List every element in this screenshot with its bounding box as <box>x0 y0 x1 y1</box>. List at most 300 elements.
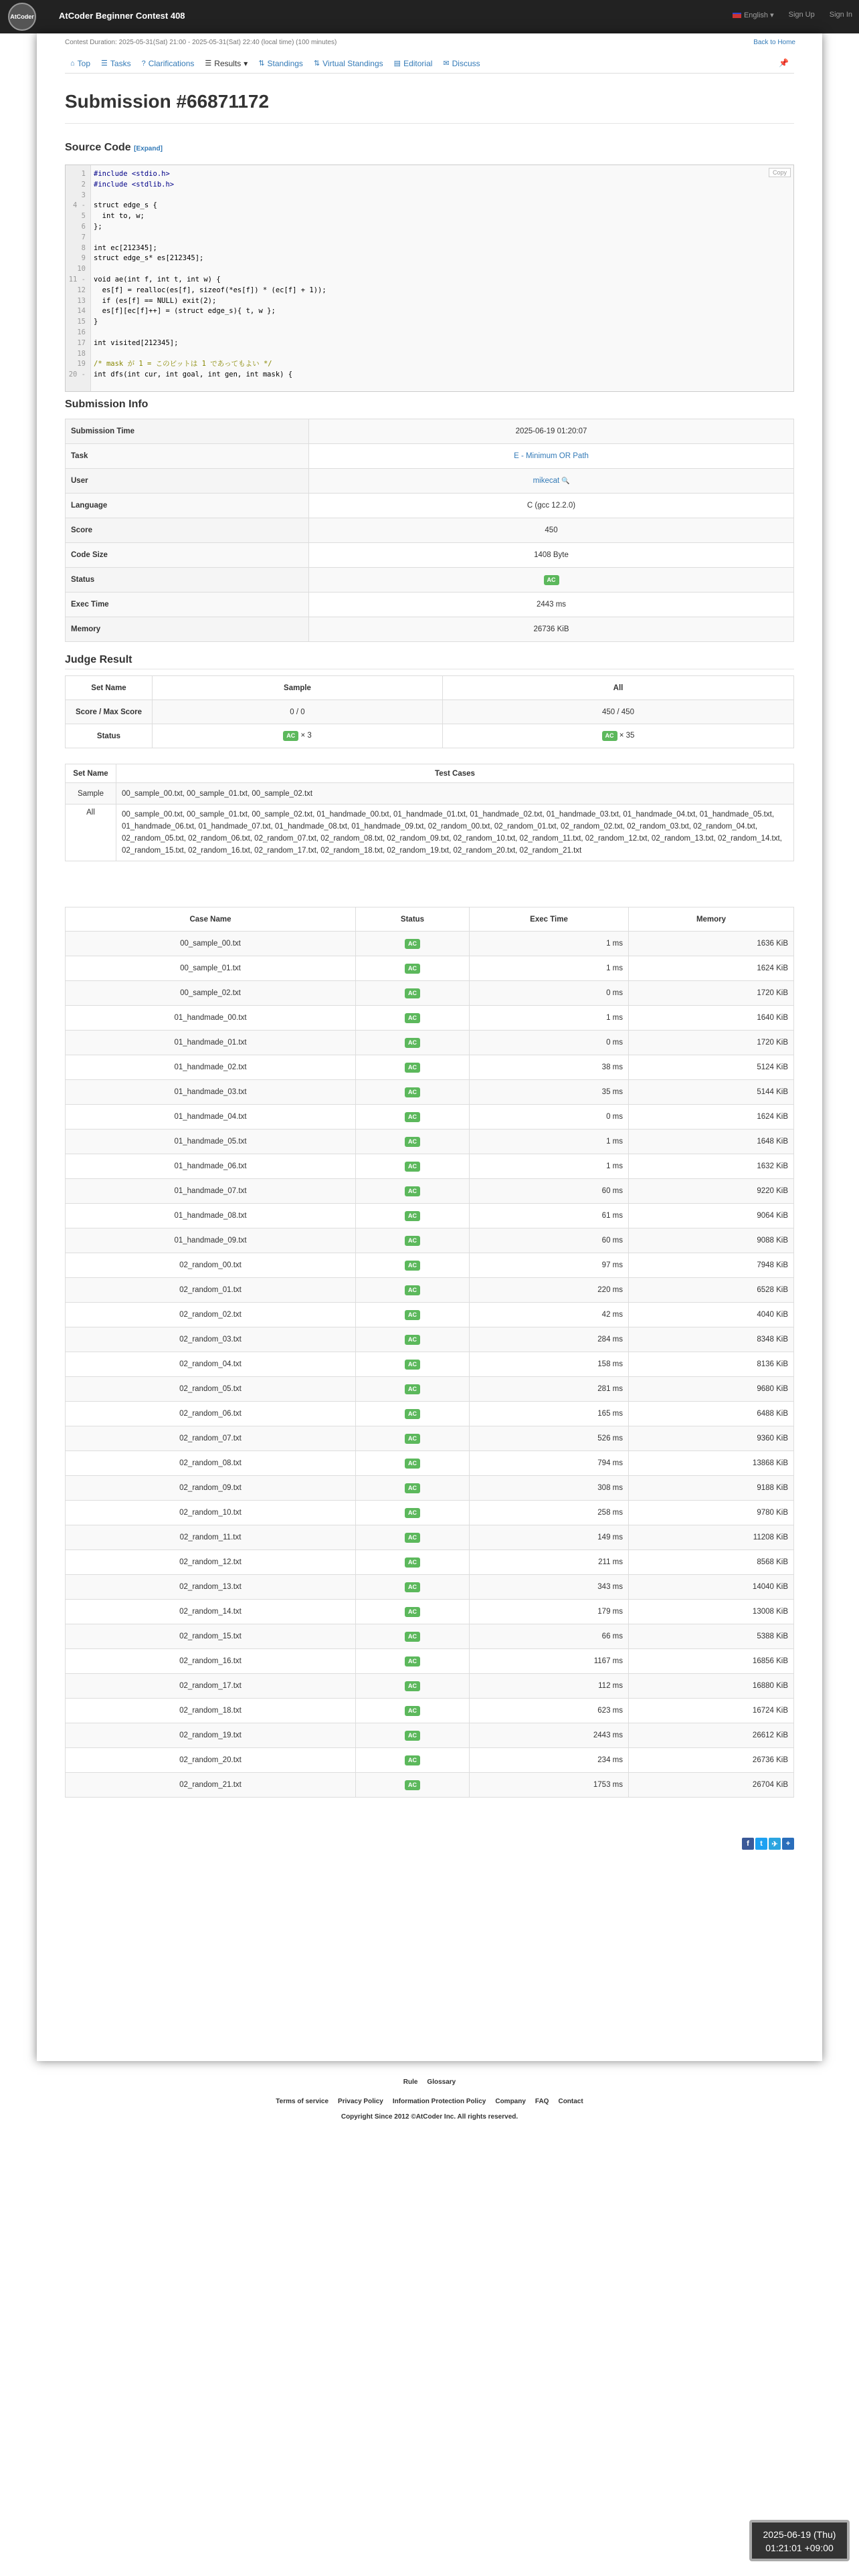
case-memory: 9780 KiB <box>629 1501 794 1525</box>
tab-label: Tasks <box>110 58 131 68</box>
code-text: int to, w; <box>94 212 145 221</box>
case-status <box>356 1624 470 1649</box>
atcoder-logo-icon[interactable] <box>8 3 36 31</box>
info-row <box>66 518 794 543</box>
ac-badge: AC <box>405 1186 420 1196</box>
footer-link-info-protection[interactable]: Information Protection Policy <box>392 2098 486 2105</box>
line-number: 20 - <box>68 370 86 379</box>
ac-badge: AC <box>405 1409 420 1419</box>
pin-icon[interactable]: 📌 <box>779 58 789 68</box>
case-status <box>356 1080 470 1105</box>
ac-badge: AC <box>405 1013 420 1023</box>
sign-in-link[interactable]: Sign In <box>829 11 852 19</box>
footer-links-primary <box>0 2078 859 2086</box>
book-icon: ▤ <box>393 60 401 68</box>
case-name: 02_random_11.txt <box>66 1525 356 1550</box>
case-memory: 1624 KiB <box>629 956 794 981</box>
table-row <box>66 1130 794 1154</box>
case-exec-time: 0 ms <box>470 981 629 1006</box>
language-label: English <box>743 11 769 19</box>
code-text: int dfs(int cur, int goal, int gen, int mask) { <box>94 370 293 379</box>
case-memory: 9680 KiB <box>629 1377 794 1402</box>
table-row <box>66 1327 794 1352</box>
set-name: Sample <box>66 783 116 804</box>
info-value <box>309 419 794 444</box>
info-value <box>309 568 794 593</box>
info-value-text: 26736 KiB <box>533 625 569 633</box>
flag-icon <box>733 13 741 18</box>
ac-badge: AC <box>405 1656 420 1667</box>
case-name: 01_handmade_02.txt <box>66 1055 356 1080</box>
case-name: 02_random_00.txt <box>66 1253 356 1278</box>
case-memory: 16880 KiB <box>629 1674 794 1699</box>
ac-badge: AC <box>544 575 559 585</box>
sample-count: × 3 <box>300 732 312 740</box>
sample-status <box>153 724 443 748</box>
case-status <box>356 981 470 1006</box>
line-number: 4 - <box>73 201 86 210</box>
ac-badge: AC <box>405 1360 420 1370</box>
table-row <box>66 1006 794 1031</box>
case-name: 01_handmade_01.txt <box>66 1031 356 1055</box>
facebook-icon[interactable]: f <box>742 1838 754 1850</box>
footer-link-terms[interactable]: Terms of service <box>276 2098 329 2105</box>
case-name: 02_random_20.txt <box>66 1748 356 1773</box>
case-name: 02_random_01.txt <box>66 1278 356 1303</box>
ac-badge: AC <box>405 1162 420 1172</box>
info-row <box>66 419 794 444</box>
line-number: 11 - <box>68 276 86 284</box>
list-icon: ☰ <box>101 60 108 68</box>
clock-time: 01:21:01 +09:00 <box>765 2543 834 2553</box>
tab-results[interactable] <box>199 53 253 74</box>
case-status <box>356 1600 470 1624</box>
case-name: 01_handmade_07.txt <box>66 1179 356 1204</box>
tab-virtual-standings[interactable] <box>308 53 389 74</box>
case-exec-time: 60 ms <box>470 1179 629 1204</box>
submission-info-table <box>65 419 794 642</box>
case-name: 02_random_10.txt <box>66 1501 356 1525</box>
ac-badge: AC <box>405 1112 420 1122</box>
case-memory: 26736 KiB <box>629 1748 794 1773</box>
case-exec-time: 281 ms <box>470 1377 629 1402</box>
tab-label: Results <box>214 58 242 68</box>
case-status <box>356 1649 470 1674</box>
telegram-icon[interactable]: ✈ <box>769 1838 781 1850</box>
ac-badge: AC <box>405 1558 420 1568</box>
user-link[interactable]: mikecat <box>533 477 560 485</box>
case-status <box>356 1501 470 1525</box>
navbar-actions <box>733 11 852 19</box>
info-value-text: 450 <box>545 526 558 534</box>
case-status <box>356 1179 470 1204</box>
case-memory: 5388 KiB <box>629 1624 794 1649</box>
all-count: × 35 <box>619 732 635 740</box>
tab-standings[interactable] <box>253 53 308 74</box>
case-exec-time: 343 ms <box>470 1575 629 1600</box>
case-exec-time: 97 ms <box>470 1253 629 1278</box>
table-row <box>66 956 794 981</box>
case-memory: 7948 KiB <box>629 1253 794 1278</box>
case-memory: 9360 KiB <box>629 1426 794 1451</box>
ac-badge: AC <box>405 1681 420 1691</box>
copy-button[interactable]: Copy <box>769 168 791 177</box>
case-name: 02_random_05.txt <box>66 1377 356 1402</box>
table-row <box>66 1550 794 1575</box>
case-name: 02_random_13.txt <box>66 1575 356 1600</box>
expand-link[interactable]: [Expand] <box>134 145 163 152</box>
case-status <box>356 1130 470 1154</box>
info-row <box>66 593 794 617</box>
case-exec-time: 0 ms <box>470 1031 629 1055</box>
case-name: 02_random_16.txt <box>66 1649 356 1674</box>
ac-badge: AC <box>405 939 420 949</box>
question-icon: ? <box>141 59 146 68</box>
case-exec-time: 794 ms <box>470 1451 629 1476</box>
table-row <box>66 1080 794 1105</box>
share-more-icon[interactable]: + <box>782 1838 794 1850</box>
col-case-name: Case Name <box>66 907 356 932</box>
col-test-cases: Test Cases <box>116 764 794 783</box>
case-exec-time: 66 ms <box>470 1624 629 1649</box>
col-exec-time: Exec Time <box>470 907 629 932</box>
case-status <box>356 1525 470 1550</box>
case-status <box>356 1550 470 1575</box>
case-status <box>356 1451 470 1476</box>
case-exec-time: 308 ms <box>470 1476 629 1501</box>
footer-link-rule[interactable]: Rule <box>403 2078 418 2086</box>
case-name: 02_random_09.txt <box>66 1476 356 1501</box>
table-row <box>66 1501 794 1525</box>
col-set-name: Set Name <box>66 676 153 700</box>
info-row <box>66 469 794 494</box>
info-value-text: 1408 Byte <box>534 551 569 559</box>
case-memory: 8136 KiB <box>629 1352 794 1377</box>
info-value-text: C (gcc 12.2.0) <box>527 502 576 510</box>
caret-down-icon: ▾ <box>770 11 774 19</box>
main-container <box>37 33 822 2061</box>
ac-badge: AC <box>405 1261 420 1271</box>
case-exec-time: 1 ms <box>470 932 629 956</box>
case-name: 01_handmade_09.txt <box>66 1228 356 1253</box>
info-value <box>309 617 794 642</box>
language-dropdown[interactable] <box>733 11 774 19</box>
ac-badge: AC <box>405 1706 420 1716</box>
contest-nav-tabs <box>65 53 794 74</box>
sample-score: 0 / 0 <box>153 700 443 724</box>
info-row <box>66 568 794 593</box>
clock-date: 2025-06-19 (Thu) <box>763 2529 836 2540</box>
line-number: 6 <box>81 223 86 231</box>
line-number: 7 <box>81 233 86 241</box>
sign-up-link[interactable]: Sign Up <box>788 11 815 19</box>
line-number: 1 <box>81 170 86 178</box>
table-row <box>66 1377 794 1402</box>
code-text: #include <stdlib.h> <box>94 180 175 189</box>
case-status <box>356 1204 470 1228</box>
contest-title[interactable]: AtCoder Beginner Contest 408 <box>59 11 185 21</box>
comment-icon: ✉ <box>443 60 450 68</box>
table-row <box>66 1624 794 1649</box>
code-text: #include <stdio.h> <box>94 170 170 178</box>
line-number: 16 <box>77 328 86 336</box>
case-name: 00_sample_01.txt <box>66 956 356 981</box>
line-number: 14 <box>77 307 86 316</box>
footer-link-faq[interactable]: FAQ <box>535 2098 549 2105</box>
case-exec-time: 1 ms <box>470 956 629 981</box>
case-exec-time: 1167 ms <box>470 1649 629 1674</box>
case-memory: 1648 KiB <box>629 1130 794 1154</box>
back-to-home-link[interactable]: Back to Home <box>753 39 795 46</box>
submission-info-heading: Submission Info <box>65 399 149 410</box>
case-exec-time: 284 ms <box>470 1327 629 1352</box>
case-name: 02_random_14.txt <box>66 1600 356 1624</box>
case-exec-time: 1 ms <box>470 1154 629 1179</box>
case-exec-time: 220 ms <box>470 1278 629 1303</box>
fixed-clock <box>749 2520 850 2561</box>
ac-badge: AC <box>405 1384 420 1394</box>
case-memory: 9188 KiB <box>629 1476 794 1501</box>
case-memory: 16856 KiB <box>629 1649 794 1674</box>
ac-badge: AC <box>405 1137 420 1147</box>
line-number: 17 <box>77 338 86 347</box>
tab-label: Standings <box>267 58 303 68</box>
set-name: All <box>66 804 116 861</box>
case-memory: 14040 KiB <box>629 1575 794 1600</box>
tab-editorial[interactable] <box>389 53 438 74</box>
table-row <box>66 1179 794 1204</box>
ac-badge: AC <box>405 1755 420 1765</box>
case-status <box>356 1303 470 1327</box>
case-exec-time: 158 ms <box>470 1352 629 1377</box>
table-row <box>66 1154 794 1179</box>
case-name: 01_handmade_06.txt <box>66 1154 356 1179</box>
tab-clarifications[interactable] <box>136 53 200 74</box>
info-value <box>309 593 794 617</box>
case-memory: 1720 KiB <box>629 1031 794 1055</box>
case-name: 00_sample_02.txt <box>66 981 356 1006</box>
set-cases: 00_sample_00.txt, 00_sample_01.txt, 00_sample_02.txt <box>116 783 794 804</box>
table-row <box>66 1253 794 1278</box>
case-exec-time: 1753 ms <box>470 1773 629 1798</box>
ac-badge: AC <box>405 1335 420 1345</box>
all-score: 450 / 450 <box>443 700 794 724</box>
table-row <box>66 1575 794 1600</box>
info-label: Status <box>66 568 309 593</box>
copyright: Copyright Since 2012 ©AtCoder Inc. All rights reserved. <box>341 2113 518 2121</box>
col-sample: Sample <box>153 676 443 700</box>
line-number: 8 <box>81 243 86 252</box>
footer-link-contact[interactable]: Contact <box>558 2098 583 2105</box>
case-name: 00_sample_00.txt <box>66 932 356 956</box>
case-name: 02_random_21.txt <box>66 1773 356 1798</box>
info-value <box>309 543 794 568</box>
ac-badge: AC <box>283 731 298 741</box>
case-status <box>356 1327 470 1352</box>
case-exec-time: 42 ms <box>470 1303 629 1327</box>
col-all: All <box>443 676 794 700</box>
info-label: User <box>66 469 309 494</box>
case-status <box>356 1476 470 1501</box>
case-status <box>356 1352 470 1377</box>
line-number: 3 <box>81 191 86 199</box>
caret-down-icon: ▾ <box>244 58 248 68</box>
table-row <box>66 932 794 956</box>
case-memory: 26612 KiB <box>629 1723 794 1748</box>
ac-badge: AC <box>405 1508 420 1518</box>
case-memory: 13008 KiB <box>629 1600 794 1624</box>
ac-badge: AC <box>405 1780 420 1790</box>
tab-top[interactable] <box>65 53 96 74</box>
tab-tasks[interactable] <box>96 53 136 74</box>
ac-badge: AC <box>405 1483 420 1493</box>
ac-badge: AC <box>405 964 420 974</box>
case-status <box>356 1748 470 1773</box>
case-memory: 1640 KiB <box>629 1006 794 1031</box>
info-label: Exec Time <box>66 593 309 617</box>
col-status: Status <box>356 907 470 932</box>
ac-badge: AC <box>405 1731 420 1741</box>
case-name: 02_random_03.txt <box>66 1327 356 1352</box>
case-memory: 6488 KiB <box>629 1402 794 1426</box>
footer-link-company[interactable]: Company <box>495 2098 526 2105</box>
table-row <box>66 1055 794 1080</box>
table-row <box>66 1699 794 1723</box>
info-row <box>66 617 794 642</box>
case-exec-time: 35 ms <box>470 1080 629 1105</box>
case-memory: 16724 KiB <box>629 1699 794 1723</box>
code-text: es[f][ec[f]++] = (struct edge_s){ t, w }; <box>94 307 276 316</box>
table-row <box>66 1278 794 1303</box>
case-exec-time: 1 ms <box>470 1130 629 1154</box>
table-row <box>66 1105 794 1130</box>
test-sets-table <box>65 764 794 861</box>
case-memory: 4040 KiB <box>629 1303 794 1327</box>
list-icon: ☰ <box>205 60 212 68</box>
info-value <box>309 444 794 469</box>
sort-icon: ⇅ <box>258 60 265 68</box>
info-value <box>309 494 794 518</box>
case-memory: 1624 KiB <box>629 1105 794 1130</box>
case-name: 02_random_15.txt <box>66 1624 356 1649</box>
case-exec-time: 149 ms <box>470 1525 629 1550</box>
case-name: 02_random_17.txt <box>66 1674 356 1699</box>
footer-link-privacy[interactable]: Privacy Policy <box>338 2098 383 2105</box>
case-name: 02_random_04.txt <box>66 1352 356 1377</box>
table-row <box>66 1402 794 1426</box>
col-set-name: Set Name <box>66 764 116 783</box>
table-row <box>66 1674 794 1699</box>
table-row <box>66 1352 794 1377</box>
table-row <box>66 1649 794 1674</box>
case-memory: 1720 KiB <box>629 981 794 1006</box>
footer-link-glossary[interactable]: Glossary <box>427 2078 456 2086</box>
twitter-icon[interactable]: t <box>755 1838 767 1850</box>
table-row <box>66 1451 794 1476</box>
case-memory: 1632 KiB <box>629 1154 794 1179</box>
case-status <box>356 1773 470 1798</box>
col-memory: Memory <box>629 907 794 932</box>
info-value <box>309 518 794 543</box>
case-status <box>356 956 470 981</box>
top-navbar <box>0 0 859 33</box>
case-exec-time: 1 ms <box>470 1006 629 1031</box>
status-label: Status <box>66 724 153 748</box>
case-exec-time: 0 ms <box>470 1105 629 1130</box>
case-memory: 26704 KiB <box>629 1773 794 1798</box>
logo-text: AtCoder <box>10 13 34 20</box>
code-text: if (es[f] == NULL) exit(2); <box>94 296 217 305</box>
judge-result-table <box>65 675 794 748</box>
ac-badge: AC <box>405 1582 420 1592</box>
info-label: Language <box>66 494 309 518</box>
case-status <box>356 1402 470 1426</box>
case-memory: 9088 KiB <box>629 1228 794 1253</box>
contest-duration: Contest Duration: 2025-05-31(Sat) 21:00 - 2025-05-31(Sat) 22:40 (local time) (100 minutes) <box>65 39 337 46</box>
case-exec-time: 165 ms <box>470 1402 629 1426</box>
line-number: 5 <box>81 212 86 221</box>
divider <box>65 123 794 124</box>
info-value-text: 2025-06-19 01:20:07 <box>515 427 587 435</box>
tab-discuss[interactable] <box>438 53 485 74</box>
case-memory: 8568 KiB <box>629 1550 794 1575</box>
case-status <box>356 1228 470 1253</box>
tab-label: Top <box>77 58 91 68</box>
table-row <box>66 1204 794 1228</box>
ac-badge: AC <box>405 1211 420 1221</box>
line-number: 18 <box>77 349 86 358</box>
table-row <box>66 1723 794 1748</box>
ac-badge: AC <box>405 1038 420 1048</box>
page-title: Submission #66871172 <box>65 91 270 112</box>
info-row <box>66 543 794 568</box>
case-status <box>356 1253 470 1278</box>
ac-badge: AC <box>405 1236 420 1246</box>
case-exec-time: 2443 ms <box>470 1723 629 1748</box>
score-label: Score / Max Score <box>66 700 153 724</box>
table-row <box>66 981 794 1006</box>
case-exec-time: 258 ms <box>470 1501 629 1525</box>
search-icon[interactable]: 🔍 <box>559 477 570 485</box>
ac-badge: AC <box>602 731 617 741</box>
ac-badge: AC <box>405 1087 420 1097</box>
case-status <box>356 1278 470 1303</box>
code-text: struct edge_s { <box>94 201 157 210</box>
info-row <box>66 444 794 469</box>
case-name: 01_handmade_05.txt <box>66 1130 356 1154</box>
judge-result-heading: Judge Result <box>65 654 132 665</box>
ac-badge: AC <box>405 988 420 998</box>
info-label: Memory <box>66 617 309 642</box>
case-exec-time: 112 ms <box>470 1674 629 1699</box>
source-code-block[interactable] <box>65 165 794 392</box>
case-memory: 5124 KiB <box>629 1055 794 1080</box>
table-row <box>66 1748 794 1773</box>
case-status <box>356 1377 470 1402</box>
ac-badge: AC <box>405 1632 420 1642</box>
info-label: Task <box>66 444 309 469</box>
case-status <box>356 1699 470 1723</box>
task-link[interactable]: E - Minimum OR Path <box>514 452 589 460</box>
tab-label: Editorial <box>403 58 433 68</box>
code-text: es[f] = realloc(es[f], sizeof(*es[f]) * (ec[f] + 1)); <box>94 286 326 294</box>
case-name: 02_random_07.txt <box>66 1426 356 1451</box>
case-name: 01_handmade_08.txt <box>66 1204 356 1228</box>
tab-label: Clarifications <box>148 58 195 68</box>
case-name: 01_handmade_04.txt <box>66 1105 356 1130</box>
case-status <box>356 1006 470 1031</box>
code-text: } <box>94 318 98 326</box>
